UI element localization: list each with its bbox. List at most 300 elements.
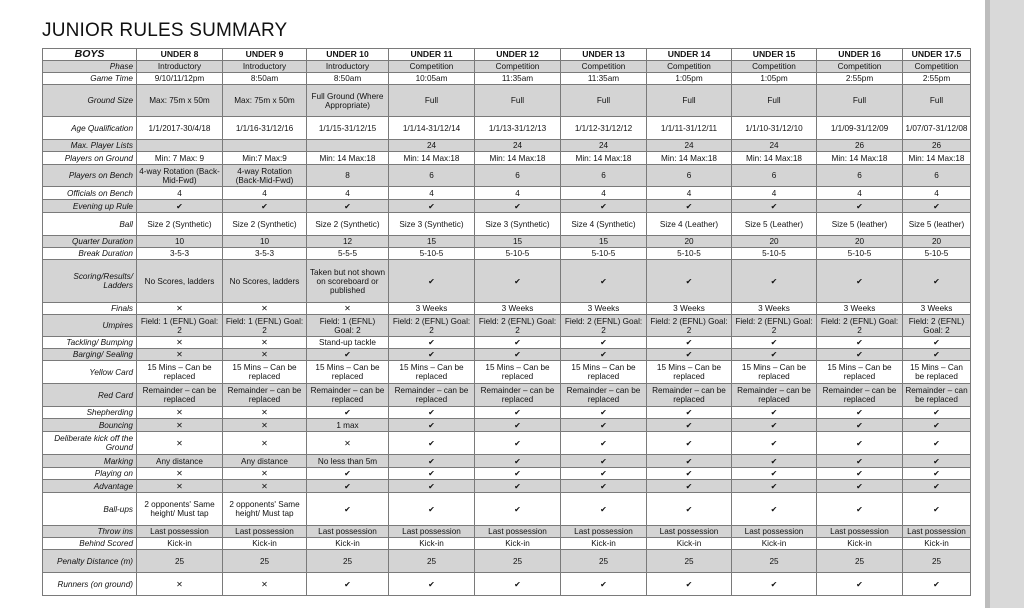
table-cell: 4 [732,187,817,200]
tick-icon: ✔ [647,455,732,468]
table-cell: Competition [647,61,732,73]
table-cell: 8 [307,165,389,187]
table-cell: Remainder – can be replaced [475,384,561,407]
table-cell: Size 4 (Leather) [647,213,732,236]
row-label: Playing on [43,468,137,480]
cross-icon: ✕ [223,337,307,349]
row-label: Players on Ground [43,152,137,165]
tick-icon: ✔ [647,573,732,596]
row-label: Umpires [43,315,137,337]
table-cell: Min: 7 Max: 9 [137,152,223,165]
tick-icon: ✔ [561,455,647,468]
table-cell: 25 [817,550,903,573]
table-cell: Last possession [903,526,971,538]
table-cell: 20 [817,236,903,248]
row-label: Finals [43,303,137,315]
tick-icon: ✔ [307,407,389,419]
table-row [43,455,971,468]
tick-icon: ✔ [475,419,561,432]
table-cell: 1:05pm [732,73,817,85]
tick-icon: ✔ [475,337,561,349]
table-cell: Kick-in [732,538,817,550]
tick-icon: ✔ [732,432,817,455]
table-cell: Last possession [732,526,817,538]
table-cell: Min: 14 Max:18 [732,152,817,165]
table-cell: 1/07/07-31/12/08 [903,117,971,140]
table-cell: Min: 14 Max:18 [561,152,647,165]
table-cell: Size 3 (Synthetic) [389,213,475,236]
table-cell: 15 [475,236,561,248]
tick-icon: ✔ [732,349,817,361]
table-row [43,432,971,455]
table-cell: Introductory [223,61,307,73]
tick-icon: ✔ [817,407,903,419]
row-label: Game Time [43,73,137,85]
table-cell: 2 opponents' Same height/ Must tap [223,493,307,526]
header-row [43,49,971,61]
table-cell: Field: 2 (EFNL) Goal: 2 [389,315,475,337]
table-cell: 12 [307,236,389,248]
tick-icon: ✔ [475,407,561,419]
row-label: Red Card [43,384,137,407]
table-cell: 20 [732,236,817,248]
tick-icon: ✔ [389,480,475,493]
table-cell: Competition [475,61,561,73]
tick-icon: ✔ [561,260,647,303]
table-cell: 24 [647,140,732,152]
table-cell: 6 [903,165,971,187]
tick-icon: ✔ [475,480,561,493]
table-cell: 11:35am [561,73,647,85]
table-cell: 5-10-5 [561,248,647,260]
tick-icon: ✔ [903,480,971,493]
tick-icon: ✔ [647,480,732,493]
tick-icon: ✔ [561,419,647,432]
column-header: UNDER 12 [475,49,561,61]
tick-icon: ✔ [475,260,561,303]
table-cell: 10:05am [389,73,475,85]
table-cell: Max: 75m x 50m [223,85,307,117]
table-cell: Last possession [817,526,903,538]
tick-icon: ✔ [389,468,475,480]
table-cell: Field: 2 (EFNL) Goal: 2 [732,315,817,337]
row-label: Yellow Card [43,361,137,384]
tick-icon: ✔ [307,468,389,480]
table-cell: Min: 14 Max:18 [389,152,475,165]
tick-icon: ✔ [817,260,903,303]
row-label: Throw ins [43,526,137,538]
table-cell: 15 Mins – Can be replaced [475,361,561,384]
row-label: Ball [43,213,137,236]
tick-icon: ✔ [732,573,817,596]
table-cell: 1/1/16-31/12/16 [223,117,307,140]
tick-icon: ✔ [137,200,223,213]
table-cell: Last possession [647,526,732,538]
table-cell: 25 [732,550,817,573]
table-cell: 15 Mins – Can be replaced [137,361,223,384]
tick-icon: ✔ [647,407,732,419]
cross-icon: ✕ [223,349,307,361]
table-row [43,526,971,538]
table-cell: Stand-up tackle [307,337,389,349]
table-cell: Min: 14 Max:18 [817,152,903,165]
table-cell: Introductory [307,61,389,73]
table-cell: Remainder – can be replaced [389,384,475,407]
row-label: Shepherding [43,407,137,419]
table-cell: Full Ground (Where Appropriate) [307,85,389,117]
table-row [43,213,971,236]
row-label: Tackling/ Bumping [43,337,137,349]
table-cell: 11:35am [475,73,561,85]
table-cell: Field: 2 (EFNL) Goal: 2 [903,315,971,337]
tick-icon: ✔ [647,260,732,303]
tick-icon: ✔ [903,407,971,419]
table-cell: Size 4 (Synthetic) [561,213,647,236]
table-cell [223,140,307,152]
table-cell: 3 Weeks [732,303,817,315]
cross-icon: ✕ [223,480,307,493]
tick-icon: ✔ [389,493,475,526]
tick-icon: ✔ [817,455,903,468]
table-row [43,480,971,493]
table-cell: Kick-in [137,538,223,550]
table-cell: Last possession [389,526,475,538]
table-row [43,468,971,480]
tick-icon: ✔ [561,200,647,213]
tick-icon: ✔ [732,407,817,419]
tick-icon: ✔ [389,407,475,419]
table-cell: 1 max [307,419,389,432]
table-cell: Last possession [561,526,647,538]
tick-icon: ✔ [475,455,561,468]
table-cell: 6 [732,165,817,187]
tick-icon: ✔ [817,337,903,349]
table-cell: 15 Mins – Can be replaced [732,361,817,384]
row-label: Quarter Duration [43,236,137,248]
table-cell: Field: 1 (EFNL) Goal: 2 [307,315,389,337]
table-cell: 15 [389,236,475,248]
table-cell: Competition [903,61,971,73]
table-cell: Field: 1 (EFNL) Goal: 2 [223,315,307,337]
table-cell: 6 [389,165,475,187]
tick-icon: ✔ [647,493,732,526]
table-row [43,165,971,187]
cross-icon: ✕ [223,419,307,432]
table-row [43,152,971,165]
tick-icon: ✔ [389,200,475,213]
table-cell: Remainder – can be replaced [223,384,307,407]
table-cell: 3-5-3 [137,248,223,260]
cross-icon: ✕ [223,432,307,455]
tick-icon: ✔ [389,432,475,455]
table-cell: Competition [389,61,475,73]
table-cell: Full [389,85,475,117]
table-row [43,419,971,432]
table-cell: Kick-in [817,538,903,550]
table-cell: Remainder – can be replaced [137,384,223,407]
tick-icon: ✔ [732,337,817,349]
table-cell: 15 Mins – Can be replaced [647,361,732,384]
table-cell: 20 [647,236,732,248]
table-cell: 5-10-5 [647,248,732,260]
cross-icon: ✕ [137,407,223,419]
table-cell: 4 [561,187,647,200]
column-header: UNDER 13 [561,49,647,61]
tick-icon: ✔ [903,455,971,468]
table-cell: 4 [223,187,307,200]
tick-icon: ✔ [903,493,971,526]
tick-icon: ✔ [475,468,561,480]
table-cell: Full [561,85,647,117]
tick-icon: ✔ [732,480,817,493]
cross-icon: ✕ [223,573,307,596]
row-label: Behind Scored [43,538,137,550]
tick-icon: ✔ [903,419,971,432]
row-label: Age Qualification [43,117,137,140]
tick-icon: ✔ [561,407,647,419]
table-cell: Size 5 (leather) [817,213,903,236]
tick-icon: ✔ [817,468,903,480]
tick-icon: ✔ [561,337,647,349]
table-cell: 3-5-3 [223,248,307,260]
tick-icon: ✔ [817,200,903,213]
table-cell: 5-10-5 [389,248,475,260]
table-cell: 5-10-5 [475,248,561,260]
table-cell: 3 Weeks [389,303,475,315]
table-cell: 15 Mins – Can be replaced [307,361,389,384]
table-cell: Field: 2 (EFNL) Goal: 2 [475,315,561,337]
table-row [43,550,971,573]
tick-icon: ✔ [817,419,903,432]
column-header: UNDER 14 [647,49,732,61]
table-cell: Remainder – can be replaced [647,384,732,407]
tick-icon: ✔ [732,493,817,526]
tick-icon: ✔ [817,493,903,526]
table-row [43,61,971,73]
table-row [43,200,971,213]
table-cell: Min: 14 Max:18 [475,152,561,165]
table-cell: Field: 2 (EFNL) Goal: 2 [647,315,732,337]
table-cell: 15 Mins – Can be replaced [561,361,647,384]
table-cell: 4-way Rotation (Back-Mid-Fwd) [223,165,307,187]
table-cell: 3 Weeks [561,303,647,315]
tick-icon: ✔ [389,455,475,468]
column-header: UNDER 10 [307,49,389,61]
table-cell [137,140,223,152]
row-label: Runners (on ground) [43,573,137,596]
cross-icon: ✕ [137,432,223,455]
row-label: Officials on Bench [43,187,137,200]
tick-icon: ✔ [307,200,389,213]
table-cell: 3 Weeks [817,303,903,315]
row-label: Marking [43,455,137,468]
tick-icon: ✔ [475,573,561,596]
table-cell: Last possession [137,526,223,538]
tick-icon: ✔ [389,260,475,303]
table-row [43,303,971,315]
table-cell: Last possession [307,526,389,538]
table-row [43,248,971,260]
table-cell: Field: 2 (EFNL) Goal: 2 [817,315,903,337]
row-label: Max. Player Lists [43,140,137,152]
table-cell: 4 [389,187,475,200]
table-cell: 2:55pm [817,73,903,85]
table-cell: No Scores, ladders [223,260,307,303]
table-cell: Remainder – can be replaced [307,384,389,407]
tick-icon: ✔ [475,349,561,361]
tick-icon: ✔ [389,573,475,596]
table-cell: Any distance [137,455,223,468]
tick-icon: ✔ [903,260,971,303]
row-label: Players on Bench [43,165,137,187]
table-cell: Full [903,85,971,117]
tick-icon: ✔ [561,573,647,596]
table-cell: Size 2 (Synthetic) [307,213,389,236]
table-cell: 25 [475,550,561,573]
table-cell: 15 Mins – Can be replaced [223,361,307,384]
tick-icon: ✔ [903,200,971,213]
tick-icon: ✔ [903,337,971,349]
tick-icon: ✔ [307,349,389,361]
table-cell: 4 [475,187,561,200]
tick-icon: ✔ [561,468,647,480]
table-cell: 25 [389,550,475,573]
table-row [43,538,971,550]
table-cell: 1/1/10-31/12/10 [732,117,817,140]
table-cell: 6 [561,165,647,187]
corner-label: BOYS [43,49,137,61]
table-cell: 4 [903,187,971,200]
table-cell: Full [732,85,817,117]
tick-icon: ✔ [732,419,817,432]
table-cell: 2 opponents' Same height/ Must tap [137,493,223,526]
table-cell: Any distance [223,455,307,468]
row-label: Ground Size [43,85,137,117]
table-cell: 24 [561,140,647,152]
table-cell: Size 3 (Synthetic) [475,213,561,236]
table-row [43,573,971,596]
table-row [43,73,971,85]
table-cell: 10 [137,236,223,248]
cross-icon: ✕ [137,480,223,493]
table-cell: 1:05pm [647,73,732,85]
table-cell: 1/1/12-31/12/12 [561,117,647,140]
table-cell: 5-10-5 [817,248,903,260]
table-cell: Taken but not shown on scoreboard or published [307,260,389,303]
table-cell: 4 [137,187,223,200]
column-header: UNDER 15 [732,49,817,61]
row-label: Penalty Distance (m) [43,550,137,573]
table-cell: 6 [475,165,561,187]
table-cell: 25 [223,550,307,573]
table-cell: 8:50am [223,73,307,85]
tick-icon: ✔ [561,432,647,455]
tick-icon: ✔ [903,349,971,361]
table-row [43,187,971,200]
table-cell: 5-5-5 [307,248,389,260]
table-cell: 9/10/11/12pm [137,73,223,85]
table-cell: 26 [817,140,903,152]
tick-icon: ✔ [561,493,647,526]
table-cell: 5-10-5 [903,248,971,260]
cross-icon: ✕ [137,303,223,315]
tick-icon: ✔ [389,337,475,349]
table-cell: Full [817,85,903,117]
tick-icon: ✔ [475,432,561,455]
table-cell: No Scores, ladders [137,260,223,303]
tick-icon: ✔ [817,432,903,455]
table-cell: Field: 2 (EFNL) Goal: 2 [561,315,647,337]
table-cell: 2:55pm [903,73,971,85]
table-cell: 1/1/13-31/12/13 [475,117,561,140]
right-scroll-gutter [985,0,1024,608]
row-label: Ball-ups [43,493,137,526]
table-cell: 4 [817,187,903,200]
table-row [43,384,971,407]
tick-icon: ✔ [647,349,732,361]
table-cell: Size 2 (Synthetic) [137,213,223,236]
table-cell: 6 [647,165,732,187]
table-cell: Min: 14 Max:18 [647,152,732,165]
column-header: UNDER 8 [137,49,223,61]
table-cell: 1/1/14-31/12/14 [389,117,475,140]
table-cell: Kick-in [647,538,732,550]
table-cell: 4 [307,187,389,200]
tick-icon: ✔ [475,200,561,213]
tick-icon: ✔ [223,200,307,213]
table-cell: 4 [647,187,732,200]
table-cell: 20 [903,236,971,248]
column-header: UNDER 16 [817,49,903,61]
cross-icon: ✕ [223,303,307,315]
tick-icon: ✔ [307,493,389,526]
table-cell: 15 Mins – Can be replaced [817,361,903,384]
table-row [43,140,971,152]
rules-body [43,61,971,596]
row-label: Break Duration [43,248,137,260]
table-cell: 8:50am [307,73,389,85]
column-header: UNDER 9 [223,49,307,61]
column-header: UNDER 17.5 [903,49,971,61]
table-cell: 24 [732,140,817,152]
rules-table [42,48,971,596]
cross-icon: ✕ [137,337,223,349]
table-row [43,337,971,349]
table-cell: Kick-in [223,538,307,550]
table-cell: 6 [817,165,903,187]
table-cell: Field: 1 (EFNL) Goal: 2 [137,315,223,337]
table-cell: 24 [389,140,475,152]
table-row [43,361,971,384]
tick-icon: ✔ [817,573,903,596]
tick-icon: ✔ [817,480,903,493]
cross-icon: ✕ [307,303,389,315]
tick-icon: ✔ [647,200,732,213]
table-cell: 15 [561,236,647,248]
table-cell: Min:7 Max:9 [223,152,307,165]
table-cell: Min: 14 Max:18 [903,152,971,165]
table-cell: Introductory [137,61,223,73]
row-label: Phase [43,61,137,73]
tick-icon: ✔ [647,432,732,455]
table-cell: 3 Weeks [475,303,561,315]
table-cell [307,140,389,152]
table-cell: Kick-in [475,538,561,550]
tick-icon: ✔ [647,337,732,349]
table-cell: Last possession [223,526,307,538]
table-cell: Remainder – can be replaced [732,384,817,407]
cross-icon: ✕ [307,432,389,455]
